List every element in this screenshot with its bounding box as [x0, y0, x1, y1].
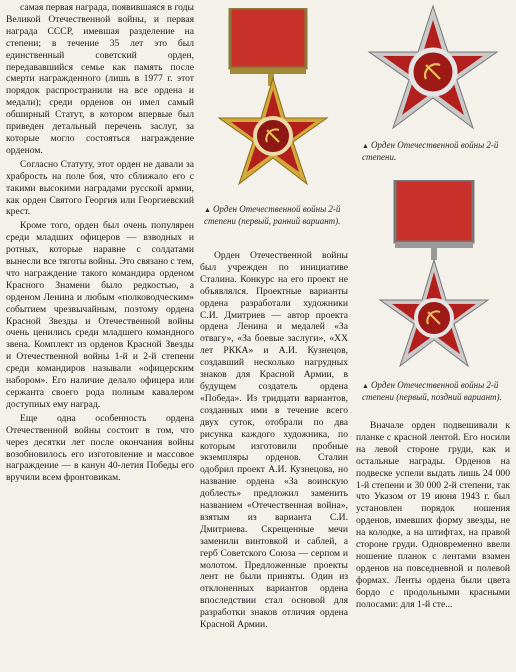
left-text-column [6, 2, 194, 484]
paragraph: Кроме того, орден был очень популярен среди младших офицеров — взводных и ротных, которые наравне с солдатами вынесли все тяготы войны. Это связано с тем, что награждение такого командира орденом Красного Знамени было редкостью, а орденом Ленина и любым «полководческим» событием чрезвычайным, поэтому ордена Красной Звезды и Отечественной войны очень ценились среди младшего командного звена. Комплект из орденов Красной Звезды и Отечественной войны 1-й и 2-й степени среди командиров называли «офицерским набором». Его наличие делало офицера или сержанта своего рода полным кавалером доступных ему наград. [6, 220, 194, 410]
paragraph: Еще одна особенность ордена Отечественной войны состоит в том, что через десятки лет после окончания войны возобновилось его изготовление и массовое награждение — в канун 40-летия Победы его вручили всем фронтовикам. [6, 412, 194, 484]
middle-text-column [200, 250, 348, 631]
right-text-column [356, 420, 510, 611]
caption-medal-star: ▲ Орден Отечественной войны 2-й степени. [362, 140, 499, 162]
paragraph: Вначале орден подвешивали к планке с красной лентой. Его носили на левой стороне груди, как и остальные награды. Орденов на подвеске успели выдать лишь 24 000 1-й степени и 30 000 2-й степени, так что Указом от 19 июня 1943 г. был установлен порядок ношения орденов, имевших форму звезды, не на колодке, а на штифтах, на правой стороне груди. Одновременно ввели ношение планок с лентами взамен орденов на повседневной и полевой формах. Ленты ордена были цвета бордо с продольными красными полосами: для 1-й сте... [356, 420, 510, 610]
paragraph: Согласно Статуту, этот орден не давали за храбрость на поле боя, что сближало его с такими высокими наградами русской армии, как орден Святого Георгия или Георгиевский крест. [6, 158, 194, 218]
medal-star-icon [358, 4, 508, 140]
paragraph: самая первая награда, появившаяся в годы Великой Отечественной войны, и первая награда СССР, имевшая разделение на степени; в течение 35 лет это был единственный советский орден, передававшийся семье как память после смерти награжденного (лишь в 1977 г. этот порядок распространили на все ордена и медали); среди орденов он имел самый обширный Статут, в котором впервые был приведен детальный перечень заслуг, за которые могло состояться награждение орденом. [6, 2, 194, 156]
caption-medal-early: ▲ Орден Отечественной войны 2-й степени (первый, ранний вариант). [204, 204, 341, 226]
caption-text: Орден Отечественной войны 2-й степени. [362, 140, 499, 162]
paragraph: Орден Отечественной войны был учрежден по инициативе Сталина. Конкурс на его проект не объявлялся. Проектные варианты ордена разработали художники С.И. Дмитриев — автор проекта ордена Ленина и медалей «За отвагу», «За боевые заслуги», «XX лет РККА» и А.И. Кузнецов, создавший несколько нагрудных знаков для Красной Армии, в будущем создатель ордена «Победа». Из тридцати вариантов, созданных ими в течение всего двух суток, отобрали по два рисунка каждого художника, по которым изготовили пробные экземпляры орденов. Сталин одобрил проект А.И. Кузнецова, но название ордена «За воинскую доблесть» предложил заменить названием «Отечественная война», взятым из варианта С.И. Дмитриева. Скрещенные мечи заменили винтовкой и саблей, а герб Советского Союза — серпом и молотом. Предложенные проекты лент не были приняты. Один из отклоненных вариантов ордена впоследствии стал основой для разработки знаков отличия ордена Красной Армии. [200, 250, 348, 631]
caption-text: Орден Отечественной войны 2-й степени (первый, ранний вариант). [204, 204, 341, 226]
caption-medal-late: ▲ Орден Отечественной войны 2-й степени (первый, поздний вариант). [362, 380, 502, 402]
medal-late-icon [360, 180, 510, 378]
caption-text: Орден Отечественной войны 2-й степени (первый, поздний вариант). [362, 380, 502, 402]
medal-early-icon [198, 8, 348, 198]
